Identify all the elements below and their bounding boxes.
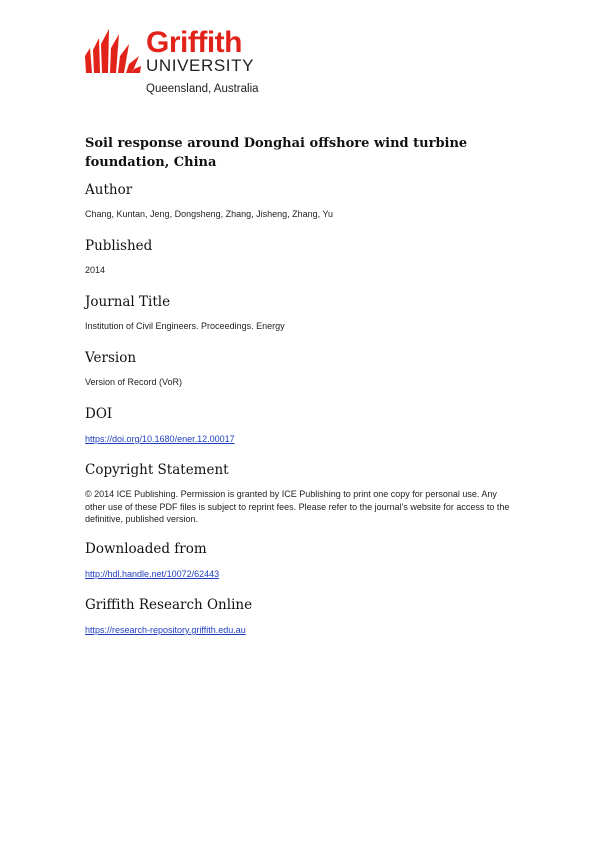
author-value: Chang, Kuntan, Jeng, Dongsheng, Zhang, Jisheng, Zhang, Yu (85, 209, 334, 219)
copyright-heading: Copyright Statement (85, 462, 229, 478)
downloaded-heading: Downloaded from (85, 541, 207, 557)
journal-value: Institution of Civil Engineers. Proceedings. Energy (85, 321, 285, 331)
logo-location: Queensland, Australia (146, 83, 259, 95)
journal-heading: Journal Title (85, 294, 171, 310)
document-title: Soil response around Donghai offshore wind turbine foundation, China (85, 136, 468, 170)
logo-name: Griffith (146, 26, 242, 59)
logo-university: UNIVERSITY (146, 56, 255, 75)
doi-section (85, 406, 235, 446)
author-heading: Author (85, 182, 133, 198)
griffith-logo (84, 26, 274, 98)
copyright-section (85, 462, 515, 526)
version-section (85, 350, 182, 389)
logo-wordmark (146, 28, 254, 74)
published-value: 2014 (85, 265, 106, 275)
copyright-value: © 2014 ICE Publishing. Permission is granted by ICE Publishing to print one copy for personal use. Any other use of these PDF files is subject to reprint fees. Please refer to the journal's website for access to the definitive, published version. (85, 489, 510, 524)
published-heading: Published (85, 238, 153, 254)
griffith-flame-icon (84, 26, 142, 74)
journal-section (85, 294, 285, 333)
doi-link[interactable]: https://doi.org/10.1680/ener.12.00017 (85, 434, 235, 444)
published-section (85, 238, 152, 277)
research-online-link[interactable]: https://research-repository.griffith.edu.au (85, 625, 246, 635)
downloaded-section (85, 541, 219, 581)
downloaded-link[interactable]: http://hdl.handle.net/10072/62443 (85, 569, 220, 579)
doi-heading: DOI (85, 406, 113, 422)
research-online-section (85, 597, 252, 637)
version-value: Version of Record (VoR) (85, 377, 183, 387)
version-heading: Version (85, 350, 137, 366)
document-content (85, 134, 515, 635)
research-online-heading: Griffith Research Online (85, 597, 253, 613)
author-section (85, 182, 333, 221)
